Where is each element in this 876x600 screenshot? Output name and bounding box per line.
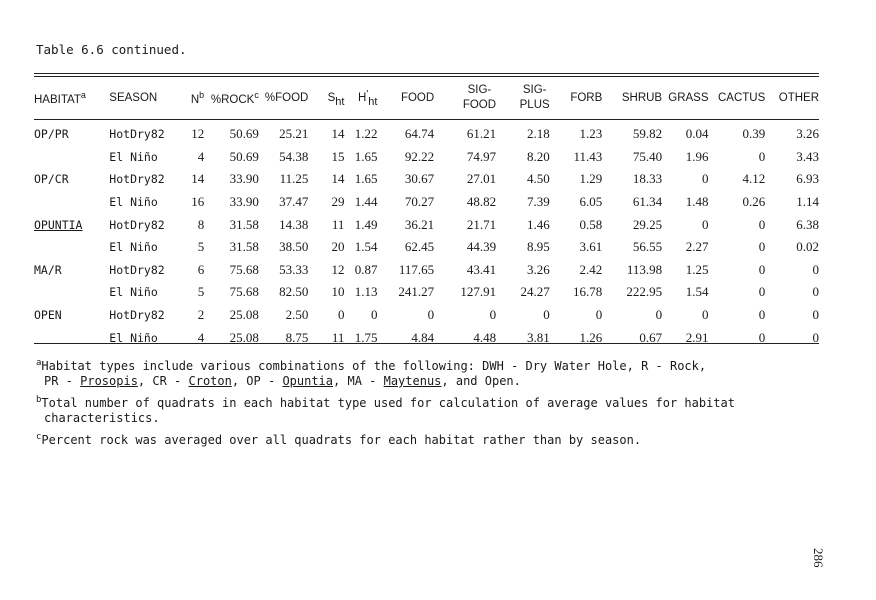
cell-other: 0 [812, 329, 819, 345]
cell-s: 12 [331, 261, 345, 277]
cell-forb: 11.43 [573, 148, 603, 164]
table-caption: Table 6.6 continued. [36, 42, 187, 57]
cell-shrub: 0.67 [639, 329, 663, 345]
col-s-ht: Sht [327, 92, 345, 108]
col-cactus: CACTUS [717, 92, 766, 104]
cell-shrub: 18.33 [632, 171, 663, 187]
top-rule-double [34, 76, 819, 77]
cell-food: 36.21 [404, 216, 435, 232]
cell-forb: 0 [595, 307, 603, 323]
cell-sigfood: 61.21 [466, 126, 497, 142]
table-row [34, 213, 819, 236]
cell-h: 1.44 [354, 194, 378, 210]
cell-other: 6.38 [796, 216, 819, 232]
cell-sigfood: 48.82 [466, 194, 497, 210]
cell-sigplus: 0 [543, 307, 550, 323]
footnote-c: $^c$Percent rock was averaged over all quadrats for each habitat rather than by season. [36, 432, 642, 447]
cell-forb: 3.61 [579, 239, 603, 255]
table-row [34, 326, 819, 349]
cell-other: 3.26 [796, 126, 819, 142]
cell-food: 62.45 [404, 239, 435, 255]
cell-h: 0.87 [354, 261, 378, 277]
col-shrub: SHRUB [621, 92, 663, 104]
cell-grass: 2.27 [685, 239, 709, 255]
cell-other: 0 [812, 261, 819, 277]
cell-shrub: 59.82 [632, 126, 663, 142]
cell-s: 14 [331, 171, 345, 187]
table-row [34, 236, 819, 259]
cell-forb: 1.29 [579, 171, 603, 187]
top-rule [34, 73, 819, 74]
cell-other: 3.43 [796, 148, 819, 164]
cell-cactus: 0 [758, 261, 766, 277]
cell-food: 0 [427, 307, 435, 323]
cell-h: 1.49 [354, 216, 378, 232]
cell-food: 64.74 [404, 126, 435, 142]
cell-forb: 16.78 [573, 284, 603, 300]
footnotes [36, 356, 826, 452]
cell-n: 2 [197, 307, 205, 323]
cell-rock: 75.68 [229, 284, 259, 300]
cell-sigfood: 27.01 [466, 171, 497, 187]
header-row [34, 81, 819, 115]
cell-s: 11 [331, 329, 345, 345]
page-number: 286 [811, 548, 826, 568]
table-row [34, 259, 819, 282]
table-row [34, 123, 819, 146]
cell-grass: 0 [702, 307, 709, 323]
table-row [34, 191, 819, 214]
cell-n: 12 [191, 126, 205, 142]
cell-other: 0 [812, 284, 819, 300]
cell-s: 14 [331, 126, 345, 142]
cell-cactus: 4.12 [742, 171, 766, 187]
cell-habitat [34, 191, 109, 214]
col-h-ht: H'ht [358, 89, 378, 108]
cell-shrub: 75.40 [632, 148, 663, 164]
cell-grass: 0 [702, 216, 709, 232]
cell-sigfood: 44.39 [466, 239, 497, 255]
cell-sigplus: 7.39 [526, 194, 550, 210]
cell-rock: 31.58 [229, 239, 259, 255]
table-body [34, 123, 819, 349]
cell-forb: 6.05 [579, 194, 603, 210]
cell-shrub: 0 [655, 307, 663, 323]
cell-grass: 1.48 [685, 194, 709, 210]
col-n: $N^b$ [190, 90, 205, 106]
col-grass: GRASS [668, 92, 709, 104]
cell-habitat: OPEN [34, 308, 62, 323]
cell-season: HotDry82 [109, 262, 165, 277]
cell-n: 5 [197, 239, 205, 255]
cell-shrub: 56.55 [632, 239, 663, 255]
cell-grass: 0.04 [685, 126, 709, 142]
col-other: OTHER [778, 92, 819, 104]
col-season: SEASON [109, 92, 158, 104]
cell-food: 30.67 [404, 171, 435, 187]
cell-sigfood: 0 [489, 307, 497, 323]
cell-sigfood: 43.41 [466, 261, 497, 277]
cell-food-pct: 25.21 [279, 126, 309, 142]
cell-sigplus: 8.95 [526, 239, 550, 255]
cell-grass: 1.54 [685, 284, 709, 300]
cell-season: HotDry82 [109, 217, 165, 232]
cell-forb: 0.58 [579, 216, 603, 232]
cell-grass: 1.25 [685, 261, 709, 277]
cell-h: 1.13 [354, 284, 378, 300]
cell-season: HotDry82 [109, 308, 165, 323]
habitat-table [34, 81, 819, 349]
cell-h: 1.75 [354, 329, 378, 345]
cell-h: 0 [370, 307, 378, 323]
cell-season: HotDry82 [109, 127, 165, 142]
col-forb: FORB [570, 92, 603, 104]
cell-sigplus: 8.20 [526, 148, 550, 164]
cell-rock: 50.69 [229, 148, 259, 164]
cell-season: El Niño [109, 195, 158, 210]
cell-sigplus: 24.27 [520, 284, 550, 300]
cell-habitat: MA/R [34, 262, 62, 277]
cell-rock: 25.08 [229, 307, 259, 323]
cell-sigplus: 4.50 [526, 171, 550, 187]
cell-food: 92.22 [404, 148, 435, 164]
cell-cactus: 0 [758, 148, 766, 164]
cell-h: 1.65 [354, 148, 378, 164]
cell-n: 16 [191, 194, 205, 210]
cell-s: 10 [331, 284, 345, 300]
cell-shrub: 29.25 [632, 216, 663, 232]
footnote-b: $^b$Total number of quadrats in each habitat type used for calculation of average values for habitat characteristics. [36, 395, 735, 425]
cell-season: El Niño [109, 330, 158, 345]
cell-other: 0 [812, 307, 819, 323]
cell-food-pct: 82.50 [279, 284, 309, 300]
cell-forb: 1.26 [579, 329, 603, 345]
cell-sigplus: 1.46 [526, 216, 550, 232]
cell-shrub: 61.34 [632, 194, 663, 210]
cell-sigplus: 3.81 [526, 329, 550, 345]
cell-other: 0.02 [796, 239, 819, 255]
cell-sigplus: 2.18 [526, 126, 550, 142]
cell-sigfood: 127.91 [460, 284, 497, 300]
cell-forb: 1.23 [579, 126, 603, 142]
cell-cactus: 0 [758, 307, 766, 323]
cell-shrub: 222.95 [626, 284, 663, 300]
cell-rock: 25.08 [229, 329, 259, 345]
cell-n: 5 [197, 284, 205, 300]
cell-habitat: OPUNTIA [34, 217, 83, 232]
cell-food-pct: 54.38 [279, 148, 309, 164]
cell-food: 4.84 [411, 329, 435, 345]
cell-cactus: 0 [758, 239, 766, 255]
cell-rock: 31.58 [229, 216, 259, 232]
col-habitat: HABITAT$^a$ [34, 90, 86, 106]
cell-season: El Niño [109, 285, 158, 300]
cell-grass: 0 [702, 171, 709, 187]
cell-habitat [34, 281, 109, 304]
cell-habitat [34, 326, 109, 349]
cell-cactus: 0 [758, 216, 766, 232]
cell-habitat [34, 146, 109, 169]
cell-cactus: 0 [758, 329, 766, 345]
cell-rock: 75.68 [229, 261, 259, 277]
cell-cactus: 0 [758, 284, 766, 300]
col-food-pct: %FOOD [264, 92, 309, 104]
cell-cactus: 0.39 [742, 126, 766, 142]
cell-grass: 1.96 [685, 148, 709, 164]
cell-forb: 2.42 [579, 261, 603, 277]
cell-shrub: 113.98 [626, 261, 663, 277]
cell-habitat: OP/PR [34, 127, 69, 142]
cell-rock: 33.90 [229, 194, 259, 210]
cell-food-pct: 53.33 [279, 261, 309, 277]
table-row [34, 304, 819, 327]
cell-food-pct: 14.38 [279, 216, 309, 232]
cell-n: 14 [191, 171, 205, 187]
cell-season: El Niño [109, 149, 158, 164]
table-row [34, 281, 819, 304]
cell-season: El Niño [109, 240, 158, 255]
cell-other: 6.93 [796, 171, 819, 187]
col-sig-food: SIG- FOOD [462, 84, 497, 111]
col-food: FOOD [400, 92, 435, 104]
footnote-a: $^a$Habitat types include various combinations of the following: DWH - Dry Water Hole, R - Rock, PR - Prosopis, CR - Croton, OP - Opuntia, MA - Maytenus, and Open. [36, 358, 707, 388]
cell-cactus: 0.26 [742, 194, 766, 210]
cell-food: 70.27 [404, 194, 435, 210]
cell-s: 0 [337, 307, 345, 323]
cell-habitat [34, 236, 109, 259]
cell-other: 1.14 [796, 194, 819, 210]
cell-sigplus: 3.26 [526, 261, 550, 277]
table-row [34, 146, 819, 169]
cell-s: 20 [331, 239, 345, 255]
cell-n: 4 [197, 329, 205, 345]
cell-food-pct: 38.50 [279, 239, 309, 255]
cell-food-pct: 8.75 [285, 329, 309, 345]
cell-season: HotDry82 [109, 172, 165, 187]
cell-food-pct: 2.50 [285, 307, 309, 323]
cell-s: 29 [331, 194, 345, 210]
cell-n: 8 [197, 216, 205, 232]
cell-habitat: OP/CR [34, 172, 69, 187]
col-rock: %ROCK$^c$ [210, 90, 259, 106]
cell-s: 11 [331, 216, 345, 232]
cell-h: 1.65 [354, 171, 378, 187]
cell-sigfood: 21.71 [466, 216, 497, 232]
cell-rock: 50.69 [229, 126, 259, 142]
cell-food: 241.27 [398, 284, 435, 300]
cell-food-pct: 11.25 [279, 171, 309, 187]
cell-s: 15 [331, 148, 345, 164]
cell-food: 117.65 [398, 261, 435, 277]
cell-food-pct: 37.47 [279, 194, 309, 210]
cell-n: 4 [197, 148, 205, 164]
table-row [34, 168, 819, 191]
col-sig-plus: SIG- PLUS [519, 84, 550, 111]
cell-sigfood: 4.48 [473, 329, 497, 345]
cell-grass: 2.91 [685, 329, 709, 345]
cell-rock: 33.90 [229, 171, 259, 187]
cell-sigfood: 74.97 [466, 148, 497, 164]
cell-h: 1.54 [354, 239, 378, 255]
cell-n: 6 [197, 261, 205, 277]
cell-h: 1.22 [354, 126, 378, 142]
